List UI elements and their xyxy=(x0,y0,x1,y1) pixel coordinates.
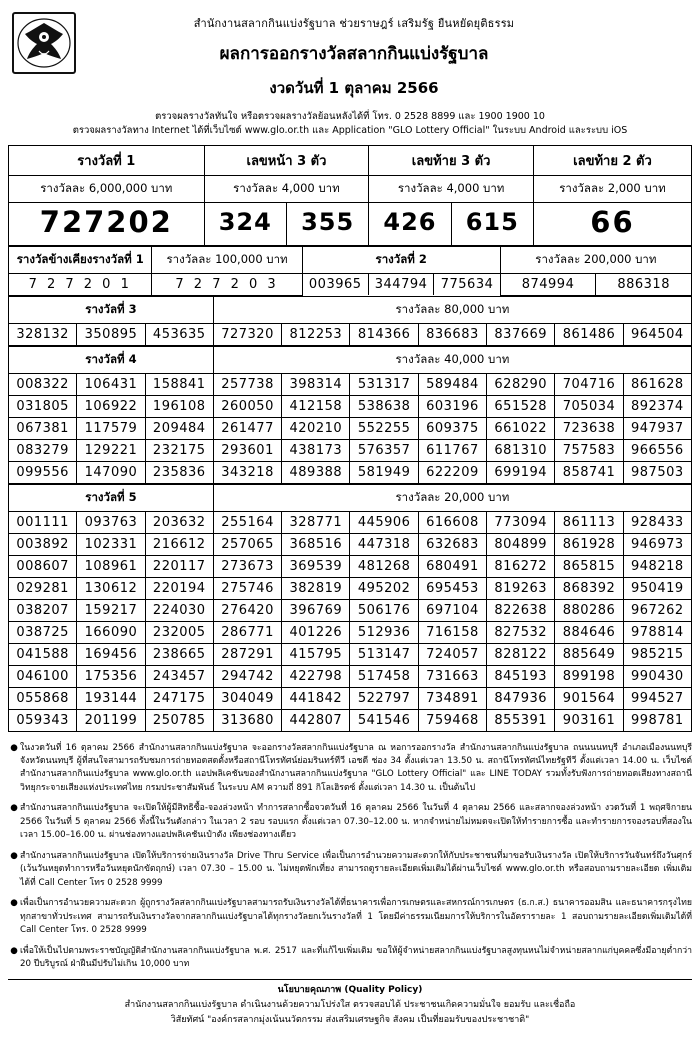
prize4-number: 861628 xyxy=(623,373,691,395)
prize5-number: 990430 xyxy=(623,665,691,687)
footnote-text: สำนักงานสลากกินแบ่งรัฐบาล จะเปิดให้ผู้มีสิทธิซื้อ-จองล่วงหน้า ทำการสลากซื้อจวดวันที่ 16 ตุลาคม 2566 ในวันที่ 4 ตุลาคม 2566 และสลากจองล่วงหน้า งวดวันที่ 1 พฤศจิกายน 2566 ในวันที่ 5 ตุลาคม 2566 ทั้งนี้ในวันดังกล่าว ในเวลา 2 รอบ รอบแรก ตั้งแต่เวลา 07.30–12.00 น. หากจำหน่ายไม่หมดจะเปิดให้ทำรายการซื้อ และทำรายการจองรอบที่สองในเวลา 15.00–16.00 น. ผ่านช่องทางแอปพลิเคชันเป๋าตัง เพียงช่องทางเดียว xyxy=(20,803,692,841)
top-prize-number-row xyxy=(9,202,692,245)
prize5-number: 216612 xyxy=(145,533,213,555)
prize5-number: 286771 xyxy=(213,621,281,643)
prize3-table xyxy=(8,296,692,346)
prize1-rate: รางวัลละ 6,000,000 บาท xyxy=(9,175,205,202)
prize5-number: 328771 xyxy=(282,511,350,533)
prize5-header-row xyxy=(9,484,692,511)
prize5-number: 994527 xyxy=(623,687,691,709)
top-prize-title-row xyxy=(9,145,692,175)
prize5-number: 102331 xyxy=(77,533,145,555)
policy-line-1: สำนักงานสลากกินแบ่งรัฐบาล ดำเนินงานด้วยความโปร่งใส ตรวจสอบได้ ประชาชนเกิดความมั่นใจ ยอมรับ และเชื่อถือ xyxy=(124,1000,576,1011)
prize5-number: 257065 xyxy=(213,533,281,555)
prize3-number: 861486 xyxy=(555,323,623,345)
front3-number-1: 324 xyxy=(204,202,286,245)
prize4-number: 209484 xyxy=(145,417,213,439)
prize4-number: 031805 xyxy=(9,395,77,417)
prize5-number: 059343 xyxy=(9,709,77,731)
table-row xyxy=(9,417,692,439)
side-first-number-2: 7 2 7 2 0 3 xyxy=(152,273,302,295)
policy-line-2: วิสัยทัศน์ "องค์กรสลากมุ่งเน้นนวัตกรรม ส่งเสริมเศรษฐกิจ สังคม เป็นที่ยอมรับของประชาชาติ" xyxy=(170,1015,530,1026)
prize5-number: 734891 xyxy=(418,687,486,709)
prize5-number: 950419 xyxy=(623,577,691,599)
prize5-number: 046100 xyxy=(9,665,77,687)
last2-rate: รางวัลละ 2,000 บาท xyxy=(533,175,691,202)
prize5-number: 238665 xyxy=(145,643,213,665)
prize3-number: 350895 xyxy=(77,323,145,345)
prize5-number: 175356 xyxy=(77,665,145,687)
bullet-icon: ● xyxy=(10,850,18,861)
bullet-icon: ● xyxy=(10,898,18,909)
prize5-number: 368516 xyxy=(282,533,350,555)
prize4-number: 257738 xyxy=(213,373,281,395)
prize5-number: 041588 xyxy=(9,643,77,665)
prize5-number: 396769 xyxy=(282,599,350,621)
prize2-number-1: 003965 xyxy=(303,274,369,295)
prize5-number: 220194 xyxy=(145,577,213,599)
list-item xyxy=(8,742,692,796)
prize5-number: 201199 xyxy=(77,709,145,731)
front3-rate: รางวัลละ 4,000 บาท xyxy=(204,175,369,202)
page-header xyxy=(8,6,692,102)
top-prize-table xyxy=(8,145,692,246)
prize5-number: 868392 xyxy=(555,577,623,599)
prize5-number: 276420 xyxy=(213,599,281,621)
prize4-number: 704716 xyxy=(555,373,623,395)
prize3-number: 964504 xyxy=(623,323,691,345)
prize5-number: 038725 xyxy=(9,621,77,643)
prize1-number: 727202 xyxy=(9,202,205,245)
prize4-number: 987503 xyxy=(623,461,691,483)
prize4-number: 147090 xyxy=(77,461,145,483)
prize5-number: 541546 xyxy=(350,709,418,731)
prize5-number: 001111 xyxy=(9,511,77,533)
prize5-number: 108961 xyxy=(77,555,145,577)
table-row xyxy=(9,461,692,483)
prize5-number: 304049 xyxy=(213,687,281,709)
list-item xyxy=(8,897,692,937)
prize4-number: 681310 xyxy=(487,439,555,461)
prize5-number: 861928 xyxy=(555,533,623,555)
prize5-number: 255164 xyxy=(213,511,281,533)
list-item xyxy=(8,850,692,890)
prize5-number: 759468 xyxy=(418,709,486,731)
bullet-icon: ● xyxy=(10,742,18,753)
footnote-text: ในงวดวันที่ 16 ตุลาคม 2566 สำนักงานสลากกินแบ่งรัฐบาล จะออกรางวัลสลากกินแบ่งรัฐบาล ณ หอการออกรางวัล สำนักงานสลากกินแบ่งรัฐบาล ถนนนนทบุรี อำเภอเมืองนนทบุรี จังหวัดนนทบุรี ผู้ที่สนใจสามารถรับชมการถ่ายทอดสดตั้งหรือสถานีโทรทัศน์ย่อมรินทร์ทีวี เอชดี ช่อง 34 ตั้งแต่เวลา 13.50 น. สถานีโทรทัศน์ไทยรัฐทีวี ตั้งแต่เวลา 14.00 น. เว็บไซต์สำนักงานสลากกินแบ่งรัฐบาล www.glo.or.th แอปพลิเคชันของสำนักงานสลากกินแบ่งรัฐบาล "GLO Lottery Official" และ LINE TODAY รวมทั้งรับฟังการถ่ายทอดเสียงทางสถานีวิทยุกระจายเสียงแห่งประเทศไทย กรมประชาสัมพันธ์ ในระบบ AM ความถี่ 891 กิโลเฮิรตซ์ ตั้งแต่เวลา 14.30 น. เป็นต้นไป xyxy=(20,742,692,793)
side-first-rate: รางวัลละ 100,000 บาท xyxy=(152,246,302,273)
prize5-number: 861113 xyxy=(555,511,623,533)
prize3-number: 453635 xyxy=(145,323,213,345)
prize5-number: 224030 xyxy=(145,599,213,621)
list-item xyxy=(8,945,692,972)
prize4-number: 858741 xyxy=(555,461,623,483)
last2-title: เลขท้าย 2 ตัว xyxy=(533,145,691,175)
prize4-number: 589484 xyxy=(418,373,486,395)
prize5-number: 166090 xyxy=(77,621,145,643)
prize4-number: 576357 xyxy=(350,439,418,461)
prize4-number: 723638 xyxy=(555,417,623,439)
prize5-number: 512936 xyxy=(350,621,418,643)
prize2-number-5: 886318 xyxy=(596,273,692,295)
prize5-number: 517458 xyxy=(350,665,418,687)
prize5-number: 724057 xyxy=(418,643,486,665)
prize3-number: 812253 xyxy=(282,323,350,345)
prize4-number: 438173 xyxy=(282,439,350,461)
table-row xyxy=(9,555,692,577)
prize5-number: 169456 xyxy=(77,643,145,665)
side-and-prize2-table xyxy=(8,246,692,296)
prize2-rate: รางวัลละ 200,000 บาท xyxy=(500,246,691,273)
prize5-number: 038207 xyxy=(9,599,77,621)
prize3-number: 837669 xyxy=(487,323,555,345)
prize5-number: 287291 xyxy=(213,643,281,665)
prize5-number: 716158 xyxy=(418,621,486,643)
prize3-header-row xyxy=(9,296,692,323)
side-first-title: รางวัลข้างเคียงรางวัลที่ 1 xyxy=(9,246,152,273)
prize4-number: 196108 xyxy=(145,395,213,417)
prize4-rate: รางวัลละ 40,000 บาท xyxy=(213,346,691,373)
prize5-number: 401226 xyxy=(282,621,350,643)
prize5-number: 948218 xyxy=(623,555,691,577)
prize4-number: 609375 xyxy=(418,417,486,439)
prize2-number-3: 775634 xyxy=(440,276,494,292)
prize5-number: 250785 xyxy=(145,709,213,731)
prize5-number: 828122 xyxy=(487,643,555,665)
prize5-number: 203632 xyxy=(145,511,213,533)
prize5-number: 220117 xyxy=(145,555,213,577)
prize3-rate: รางวัลละ 80,000 บาท xyxy=(213,296,691,323)
prize4-number: 412158 xyxy=(282,395,350,417)
prize4-number: 420210 xyxy=(282,417,350,439)
prize5-number: 247175 xyxy=(145,687,213,709)
prize5-number: 816272 xyxy=(487,555,555,577)
prize4-number: 966556 xyxy=(623,439,691,461)
prize4-number: 757583 xyxy=(555,439,623,461)
prize5-number: 313680 xyxy=(213,709,281,731)
prize4-number: 538638 xyxy=(350,395,418,417)
prize5-number: 422798 xyxy=(282,665,350,687)
prize4-number: 581949 xyxy=(350,461,418,483)
prize3-number-row xyxy=(9,323,692,345)
footnote-text: เพื่อเป็นการอำนวยความสะดวก ผู้ถูกรางวัลสลากกินแบ่งรัฐบาลสามารถรับเงินรางวัลได้ที่ธนาคารเพื่อการเกษตรและสหกรณ์การเกษตร (ธ.ก.ส.) ธนาคารออมสิน และธนาคารกรุงไทยทุกสาขาทั่วประเทศ สามารถรับเงินรางวัลจากสลากกินแบ่งรัฐบาลได้ทุกรางวัลยกเว้นรางวัลที่ 1 โดยมีค่าธรรมเนียมการให้บริการในอัตรารายละ 1 สอบถามรายละเอียดเพิ่มเติมได้ที่ Call Center โทร. 0 2528 9999 xyxy=(20,898,692,936)
table-row xyxy=(9,439,692,461)
front3-number-2: 355 xyxy=(286,202,368,245)
table-row xyxy=(9,687,692,709)
prize4-number: 067381 xyxy=(9,417,77,439)
prize4-number: 699194 xyxy=(487,461,555,483)
prize4-header-row xyxy=(9,346,692,373)
prize4-number: 611767 xyxy=(418,439,486,461)
prize5-number: 819263 xyxy=(487,577,555,599)
table-row xyxy=(9,599,692,621)
prize5-number: 055868 xyxy=(9,687,77,709)
prize4-title: รางวัลที่ 4 xyxy=(9,346,214,373)
table-row xyxy=(9,665,692,687)
prize4-number: 398314 xyxy=(282,373,350,395)
prize4-number: 293601 xyxy=(213,439,281,461)
prize5-number: 773094 xyxy=(487,511,555,533)
prize3-number: 814366 xyxy=(350,323,418,345)
prize5-number: 513147 xyxy=(350,643,418,665)
prize5-number: 273673 xyxy=(213,555,281,577)
prize5-number: 804899 xyxy=(487,533,555,555)
table-row xyxy=(9,511,692,533)
prize2-title: รางวัลที่ 2 xyxy=(302,246,500,273)
prize5-number: 632683 xyxy=(418,533,486,555)
prize5-number: 928433 xyxy=(623,511,691,533)
prize5-number: 369539 xyxy=(282,555,350,577)
prize5-number: 695453 xyxy=(418,577,486,599)
prize5-table xyxy=(8,484,692,732)
prize4-number: 106922 xyxy=(77,395,145,417)
last3-number-1: 426 xyxy=(369,202,451,245)
prize5-number: 845193 xyxy=(487,665,555,687)
prize4-number: 343218 xyxy=(213,461,281,483)
prize4-number: 232175 xyxy=(145,439,213,461)
prize5-number: 901564 xyxy=(555,687,623,709)
prize5-number: 899198 xyxy=(555,665,623,687)
org-subtitle: สำนักงานสลากกินแบ่งรัฐบาล ช่วยราษฎร์ เสริมรัฐ ยืนหยัดยุติธรรม xyxy=(193,17,515,30)
prize4-number: 705034 xyxy=(555,395,623,417)
prize5-number: 827532 xyxy=(487,621,555,643)
side-first-number-1: 7 2 7 2 0 1 xyxy=(9,273,152,295)
prize4-number: 622209 xyxy=(418,461,486,483)
prize5-number: 985215 xyxy=(623,643,691,665)
policy-title: นโยบายคุณภาพ (Quality Policy) xyxy=(277,984,423,995)
last3-title: เลขท้าย 3 ตัว xyxy=(369,145,534,175)
prize4-number: 235836 xyxy=(145,461,213,483)
prize4-number: 117579 xyxy=(77,417,145,439)
prize5-number: 847936 xyxy=(487,687,555,709)
draw-date: งวดวันที่ 1 ตุลาคม 2566 xyxy=(269,79,439,97)
prize5-number: 884646 xyxy=(555,621,623,643)
prize4-number: 531317 xyxy=(350,373,418,395)
prize5-number: 093763 xyxy=(77,511,145,533)
prize5-number: 967262 xyxy=(623,599,691,621)
check-info-line2: ตรวจผลรางวัลทาง Internet ได้ที่เว็บไซต์ www.glo.or.th และ Application "GLO Lottery Official" ในระบบ Android และระบบ iOS xyxy=(72,125,628,137)
prize4-number: 008322 xyxy=(9,373,77,395)
prize5-number: 855391 xyxy=(487,709,555,731)
prize4-table xyxy=(8,346,692,484)
prize5-number: 903161 xyxy=(555,709,623,731)
prize5-number: 481268 xyxy=(350,555,418,577)
prize4-number: 661022 xyxy=(487,417,555,439)
prize5-number: 697104 xyxy=(418,599,486,621)
prize4-number: 892374 xyxy=(623,395,691,417)
prize5-number: 495202 xyxy=(350,577,418,599)
prize5-number: 978814 xyxy=(623,621,691,643)
prize5-number: 382819 xyxy=(282,577,350,599)
prize5-number: 680491 xyxy=(418,555,486,577)
prize4-number: 099556 xyxy=(9,461,77,483)
prize5-number: 193144 xyxy=(77,687,145,709)
prize4-number: 603196 xyxy=(418,395,486,417)
prize5-number: 159217 xyxy=(77,599,145,621)
prize5-number: 731663 xyxy=(418,665,486,687)
page-title: ผลการออกรางวัลสลากกินแบ่งรัฐบาล xyxy=(219,44,489,64)
garuda-emblem-icon xyxy=(12,12,76,74)
prize5-number: 865815 xyxy=(555,555,623,577)
check-info xyxy=(8,110,692,139)
prize5-number: 616608 xyxy=(418,511,486,533)
prize4-number: 628290 xyxy=(487,373,555,395)
footnotes xyxy=(8,742,692,972)
side-prize2-header-row xyxy=(9,246,692,273)
prize5-number: 885649 xyxy=(555,643,623,665)
prize1-title: รางวัลที่ 1 xyxy=(9,145,205,175)
prize4-number: 261477 xyxy=(213,417,281,439)
prize5-number: 243457 xyxy=(145,665,213,687)
prize5-number: 008607 xyxy=(9,555,77,577)
side-prize2-number-row xyxy=(9,273,692,295)
prize5-number: 442807 xyxy=(282,709,350,731)
prize5-number: 029281 xyxy=(9,577,77,599)
prize4-number: 260050 xyxy=(213,395,281,417)
list-item xyxy=(8,802,692,842)
table-row xyxy=(9,643,692,665)
front3-title: เลขหน้า 3 ตัว xyxy=(204,145,369,175)
prize4-number: 947937 xyxy=(623,417,691,439)
prize2-number-2: 344794 xyxy=(368,274,434,295)
prize5-number: 447318 xyxy=(350,533,418,555)
prize3-number: 328132 xyxy=(9,323,77,345)
prize5-number: 003892 xyxy=(9,533,77,555)
prize4-number: 158841 xyxy=(145,373,213,395)
table-row xyxy=(9,533,692,555)
bullet-icon: ● xyxy=(10,945,18,956)
table-row xyxy=(9,395,692,417)
prize5-number: 998781 xyxy=(623,709,691,731)
prize5-number: 822638 xyxy=(487,599,555,621)
prize4-number: 489388 xyxy=(282,461,350,483)
check-info-line1: ตรวจผลรางวัลทันใจ หรือตรวจผลรางวัลย้อนหลังได้ที่ โทร. 0 2528 8899 และ 1900 1900 10 xyxy=(155,111,545,122)
footnote-text: เพื่อให้เป็นไปตามพระราชบัญญัติสำนักงานสลากกินแบ่งรัฐบาล พ.ศ. 2517 และที่แก้ไขเพิ่มเติม ขอให้ผู้จำหน่ายสลากกินแบ่งรัฐบาลสูงทุนหนไม่จำหน่ายสลากแก่บุคคลซึ่งมีอายุต่ำกว่า 20 ปีบริบูรณ์ ฝ่าฝืนมีปรับไม่เกิน 10,000 บาท xyxy=(20,945,692,970)
prize3-title: รางวัลที่ 3 xyxy=(9,296,214,323)
prize5-number: 232005 xyxy=(145,621,213,643)
prize3-number: 836683 xyxy=(418,323,486,345)
prize5-number: 415795 xyxy=(282,643,350,665)
prize3-number: 727320 xyxy=(213,323,281,345)
last3-rate: รางวัลละ 4,000 บาท xyxy=(369,175,534,202)
prize5-number: 441842 xyxy=(282,687,350,709)
prize4-number: 651528 xyxy=(487,395,555,417)
prize5-number: 294742 xyxy=(213,665,281,687)
prize5-number: 946973 xyxy=(623,533,691,555)
prize5-number: 275746 xyxy=(213,577,281,599)
quality-policy xyxy=(8,979,692,1029)
prize4-number: 552255 xyxy=(350,417,418,439)
last3-number-2: 615 xyxy=(451,202,533,245)
prize5-number: 880286 xyxy=(555,599,623,621)
prize5-number: 506176 xyxy=(350,599,418,621)
table-row xyxy=(9,621,692,643)
prize5-title: รางวัลที่ 5 xyxy=(9,484,214,511)
prize5-number: 522797 xyxy=(350,687,418,709)
prize2-number-4: 874994 xyxy=(500,273,596,295)
bullet-icon: ● xyxy=(10,803,18,814)
prize5-number: 445906 xyxy=(350,511,418,533)
top-prize-rate-row xyxy=(9,175,692,202)
last2-number: 66 xyxy=(533,202,691,245)
prize4-number: 083279 xyxy=(9,439,77,461)
table-row xyxy=(9,709,692,731)
divider xyxy=(8,979,692,980)
prize5-number: 130612 xyxy=(77,577,145,599)
prize4-number: 129221 xyxy=(77,439,145,461)
footnote-text: สำนักงานสลากกินแบ่งรัฐบาล เปิดให้บริการจ่ายเงินรางวัล Drive Thru Service เพื่อเป็นการอำนวยความสะดวกให้กับประชาชนที่มาขอรับเงินรางวัล เปิดให้บริการวันจันทร์ถึงวันศุกร์ (เว้นวันหยุดทำการหรือวันหยุดนักขัตฤกษ์) เวลา 07.30 – 15.00 น. ไม่หยุดพักเที่ยง สามารถดูรายละเอียดเพิ่มเติมได้ผ่านเว็บไซต์ www.glo.or.th หรือสอบถามรายละเอียด เพิ่มเติมได้ที่ Call Center โทร 0 2528 9999 xyxy=(20,850,692,888)
prize5-rate: รางวัลละ 20,000 บาท xyxy=(213,484,691,511)
table-row xyxy=(9,577,692,599)
table-row xyxy=(9,373,692,395)
prize4-number: 106431 xyxy=(77,373,145,395)
